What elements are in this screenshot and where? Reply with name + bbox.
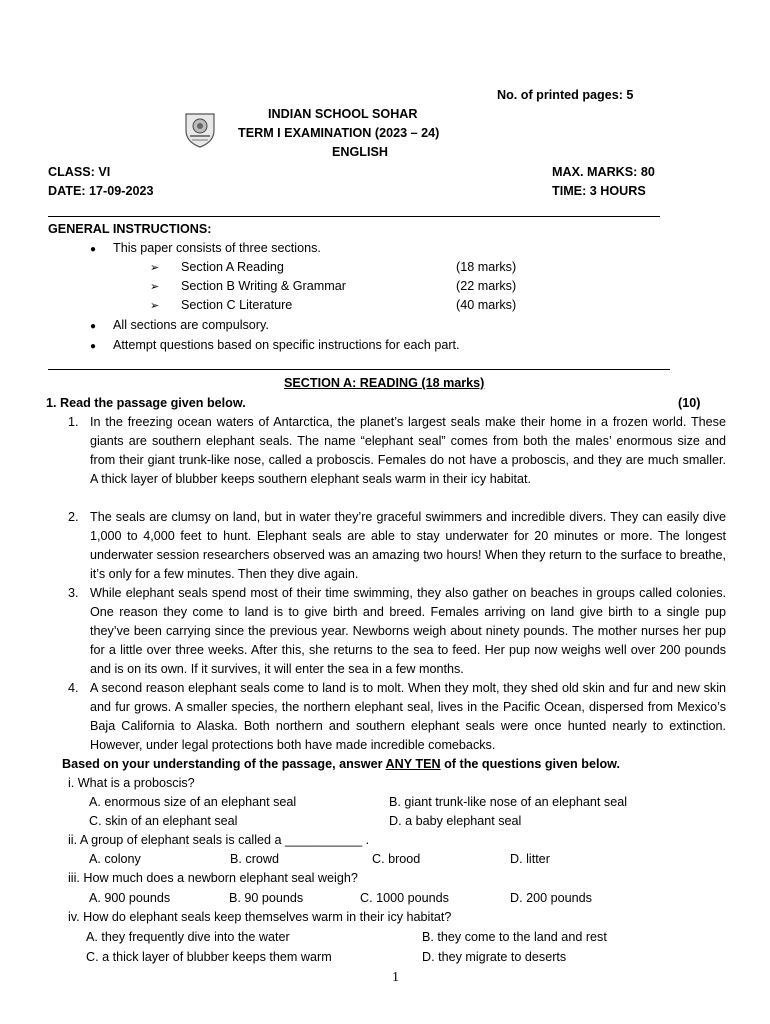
question-text: iii. How much does a newborn elephant seal weigh? xyxy=(68,871,358,885)
paragraph-number: 2. xyxy=(68,510,79,524)
arrow-bullet-icon: ➢ xyxy=(150,262,160,274)
paragraph-number: 1. xyxy=(68,415,79,429)
instructions-divider xyxy=(48,369,670,370)
date-label: DATE: 17-09-2023 xyxy=(48,184,154,198)
bullet-icon: ● xyxy=(90,321,97,332)
paragraph-number: 4. xyxy=(68,681,79,695)
passage-paragraph: The seals are clumsy on land, but in water they’re graceful swimmers and incredible divers. They can easily dive 1,000 to 4,000 feet to hunt. Elephant seals are able to stay underwater for 20 minutes or more. The longest underwater session researchers observed was an amazing two hours! When they return to the surface to breathe, it’s only for a few minutes. Then they dive again. xyxy=(90,510,726,581)
section-item-marks: (22 marks) xyxy=(456,279,517,293)
option-b: B. 90 pounds xyxy=(229,891,304,905)
school-name: INDIAN SCHOOL SOHAR xyxy=(268,107,418,121)
school-crest-icon xyxy=(183,110,217,148)
option-c: C. 1000 pounds xyxy=(360,891,449,905)
section-item-name: Section B Writing & Grammar xyxy=(181,279,346,293)
instructions-heading: GENERAL INSTRUCTIONS: xyxy=(48,222,212,236)
paragraph-number: 3. xyxy=(68,586,79,600)
passage-paragraph: A second reason elephant seals come to land is to molt. When they molt, they shed old skin and fur and new skin and fur grows. A smaller species, the northern elephant seal, lives in the Pacific Ocean, dispersed from Mexico’s Baja California to Alaska. Both northern and southern elephant seals were once hunted nearly to extinction. However, under legal protections both have made incredible comebacks. xyxy=(90,681,726,752)
option-a: A. they frequently dive into the water xyxy=(86,930,290,944)
instruction-line: This paper consists of three sections. xyxy=(113,241,321,255)
option-d: D. litter xyxy=(510,852,550,866)
bullet-icon: ● xyxy=(90,341,97,352)
subject-title: ENGLISH xyxy=(332,145,388,159)
time-label: TIME: 3 HOURS xyxy=(552,184,646,198)
bullet-icon: ● xyxy=(90,244,97,255)
option-c: C. a thick layer of blubber keeps them warm xyxy=(86,950,332,964)
section-item-marks: (18 marks) xyxy=(456,260,517,274)
question-1-label: 1. Read the passage given below. xyxy=(46,396,246,410)
passage-paragraph: While elephant seals spend most of their time swimming, they also gather on beaches in groups called colonies. One reason they come to land is to give birth and breed. Females arriving on land give birth to a single pup they’ve been carrying since the previous year. Newborns weigh about ninety pounds. The mother nurses her pup for a little over three weeks. After this, she returns to the sea to feed. Her pup now weighs well over 200 pounds and is on its own. If it survives, it will enter the sea in a few months. xyxy=(90,586,726,676)
option-d: D. 200 pounds xyxy=(510,891,592,905)
option-b: B. they come to the land and rest xyxy=(422,930,607,944)
header-divider xyxy=(48,216,660,217)
section-item-name: Section C Literature xyxy=(181,298,293,312)
printed-pages: No. of printed pages: 5 xyxy=(497,88,634,102)
instruction-line: All sections are compulsory. xyxy=(113,318,269,332)
section-item-marks: (40 marks) xyxy=(456,298,517,312)
option-c: C. skin of an elephant seal xyxy=(89,814,238,828)
option-c: C. brood xyxy=(372,852,421,866)
class-label: CLASS: VI xyxy=(48,165,111,179)
question-text: iv. How do elephant seals keep themselves warm in their icy habitat? xyxy=(68,910,452,924)
question-text: ii. A group of elephant seals is called a ___________ . xyxy=(68,833,370,847)
arrow-bullet-icon: ➢ xyxy=(150,300,160,312)
option-a: A. enormous size of an elephant seal xyxy=(89,795,297,809)
question-text: i. What is a proboscis? xyxy=(68,776,195,790)
option-a: A. 900 pounds xyxy=(89,891,171,905)
instruction-line: Attempt questions based on specific instructions for each part. xyxy=(113,338,460,352)
section-a-title: SECTION A: READING (18 marks) xyxy=(284,376,485,390)
option-a: A. colony xyxy=(89,852,141,866)
arrow-bullet-icon: ➢ xyxy=(150,281,160,293)
option-b: B. giant trunk-like nose of an elephant seal xyxy=(389,795,628,809)
question-1-marks: (10) xyxy=(678,396,701,410)
exam-title: TERM I EXAMINATION (2023 – 24) xyxy=(238,126,440,140)
page-number: 1 xyxy=(392,970,399,985)
answer-prompt: Based on your understanding of the passage, answer ANY TEN of the questions given below. xyxy=(62,757,620,771)
max-marks: MAX. MARKS: 80 xyxy=(552,165,655,179)
option-d: D. a baby elephant seal xyxy=(389,814,522,828)
option-d: D. they migrate to deserts xyxy=(422,950,567,964)
passage-paragraph: In the freezing ocean waters of Antarctica, the planet’s largest seals make their home in a frozen world. These giants are southern elephant seals. The name “elephant seal” comes from both the males’ enormous size and from their giant trunk-like nose, called a proboscis. Females do not have a proboscis, and they are much smaller. A thick layer of blubber keeps southern elephant seals warm in their icy habitat. xyxy=(90,415,726,486)
option-b: B. crowd xyxy=(230,852,279,866)
section-item-name: Section A Reading xyxy=(181,260,284,274)
